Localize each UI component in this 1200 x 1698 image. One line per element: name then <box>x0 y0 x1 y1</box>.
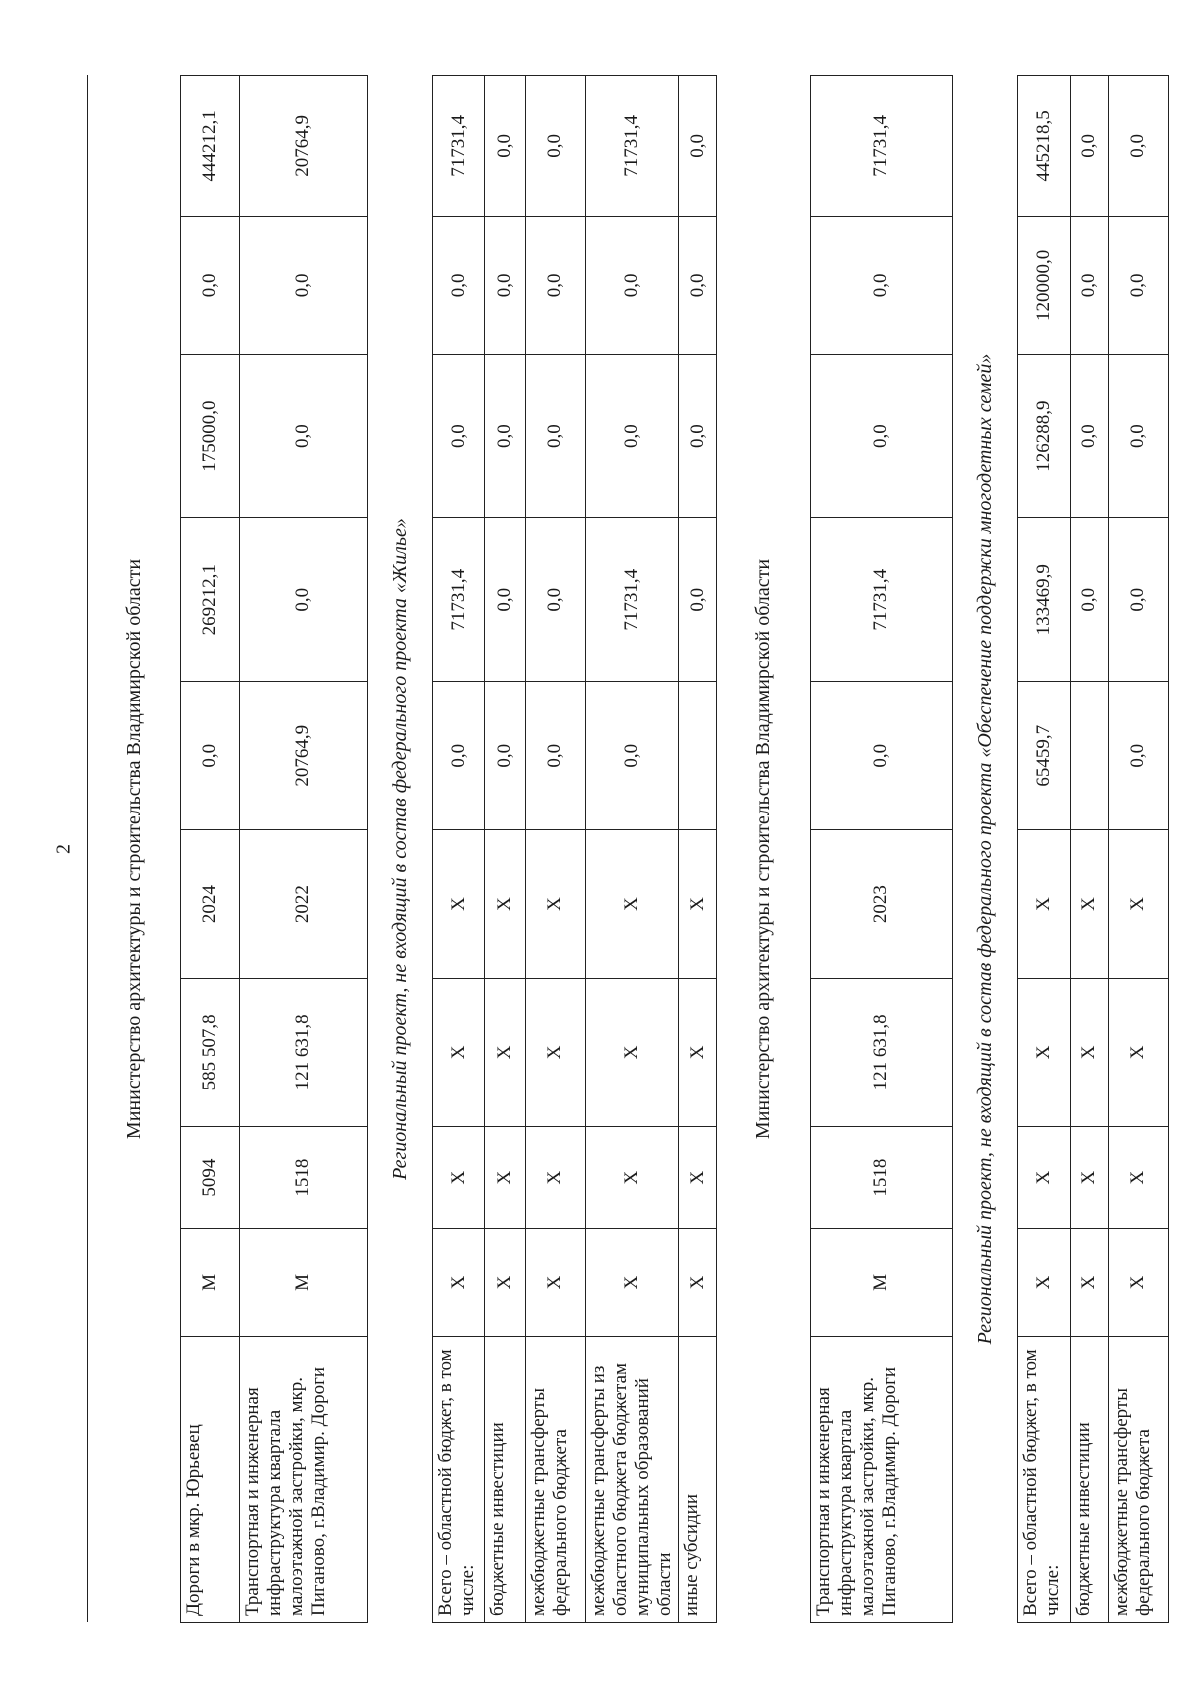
project-header-row <box>368 76 433 1623</box>
value-cell: Х <box>1108 1127 1168 1229</box>
value-cell: 0,0 <box>810 216 953 354</box>
value-cell: 0,0 <box>1108 682 1168 830</box>
value-cell: 0,0 <box>1070 518 1108 682</box>
value-cell: Х <box>679 830 717 978</box>
table-row <box>433 76 485 1623</box>
value-cell: 269212,1 <box>181 518 239 682</box>
value-cell: 0,0 <box>1108 354 1168 518</box>
value-cell: 121 631,8 <box>810 978 953 1126</box>
row-label-cell: Всего – областной бюджет, в том числе: <box>433 1336 485 1622</box>
value-cell: Х <box>485 1229 525 1336</box>
value-cell: Х <box>433 978 485 1126</box>
value-cell: 0,0 <box>525 216 585 354</box>
value-cell: М <box>810 1229 953 1336</box>
value-cell: 71731,4 <box>433 76 485 217</box>
row-label-cell: Дороги в мкр. Юрьевец <box>181 1336 239 1622</box>
value-cell: 133469,9 <box>1018 518 1070 682</box>
value-cell: Х <box>1018 830 1070 978</box>
page-number: 2 <box>52 844 75 854</box>
value-cell: Х <box>525 830 585 978</box>
value-cell: 0,0 <box>239 216 367 354</box>
value-cell: Х <box>1070 1229 1108 1336</box>
row-label-cell: бюджетные инвестиции <box>1070 1336 1108 1622</box>
value-cell: 0,0 <box>679 216 717 354</box>
table-row <box>585 76 678 1623</box>
value-cell: 0,0 <box>525 518 585 682</box>
value-cell: Х <box>585 978 678 1126</box>
value-cell: 0,0 <box>433 682 485 830</box>
value-cell: Х <box>525 1127 585 1229</box>
value-cell: 0,0 <box>585 354 678 518</box>
value-cell: Х <box>525 978 585 1126</box>
value-cell: 0,0 <box>679 354 717 518</box>
table-row <box>1108 76 1168 1623</box>
table-row <box>485 76 525 1623</box>
table-row <box>239 76 367 1623</box>
value-cell: 0,0 <box>1070 216 1108 354</box>
value-cell: 0,0 <box>181 216 239 354</box>
row-label-cell: межбюджетные трансферты федерального бюджета <box>1108 1336 1168 1622</box>
value-cell: 175000,0 <box>181 354 239 518</box>
row-label-cell: Транспортная и инженерная инфраструктура квартала малоэтажной застройки, мкр. Пиганово, г.Владимир. Дороги <box>810 1336 953 1622</box>
table-body <box>88 76 1169 1623</box>
table-row <box>679 76 717 1623</box>
table-row <box>181 76 239 1623</box>
value-cell: 0,0 <box>525 682 585 830</box>
project-title: Региональный проект, не входящий в состав федерального проекта «Обеспечение поддержки многодетных семей» <box>953 76 1018 1623</box>
ministry-header-row <box>717 76 810 1623</box>
value-cell: 0,0 <box>1108 76 1168 217</box>
value-cell: 1518 <box>239 1127 367 1229</box>
value-cell: 120000,0 <box>1018 216 1070 354</box>
value-cell: Х <box>1108 1229 1168 1336</box>
value-cell: 20764,9 <box>239 76 367 217</box>
value-cell: 121 631,8 <box>239 978 367 1126</box>
ministry-header-row <box>88 76 181 1623</box>
document-frame <box>87 75 1169 1623</box>
ministry-title: Министерство архитектуры и строительства Владимирской области <box>88 76 181 1623</box>
value-cell <box>679 682 717 830</box>
value-cell: 71731,4 <box>585 76 678 217</box>
value-cell: Х <box>485 830 525 978</box>
value-cell: Х <box>1070 978 1108 1126</box>
value-cell: 0,0 <box>1070 354 1108 518</box>
value-cell: Х <box>1108 830 1168 978</box>
value-cell: 0,0 <box>485 354 525 518</box>
value-cell: 0,0 <box>485 682 525 830</box>
value-cell: 0,0 <box>679 518 717 682</box>
row-label-cell: межбюджетные трансферты из областного бюджета бюджетам муниципальных образований области <box>585 1336 678 1622</box>
row-label-cell: иные субсидии <box>679 1336 717 1622</box>
value-cell: Х <box>585 830 678 978</box>
value-cell: Х <box>485 1127 525 1229</box>
investment-table <box>87 75 1169 1623</box>
value-cell: 0,0 <box>239 354 367 518</box>
value-cell: 0,0 <box>810 354 953 518</box>
row-label-cell: Транспортная и инженерная инфраструктура квартала малоэтажной застройки, мкр. Пиганово, г.Владимир. Дороги <box>239 1336 367 1622</box>
value-cell: 71731,4 <box>433 518 485 682</box>
value-cell: 5094 <box>181 1127 239 1229</box>
value-cell: 126288,9 <box>1018 354 1070 518</box>
value-cell: Х <box>1070 830 1108 978</box>
value-cell: 0,0 <box>525 76 585 217</box>
value-cell: Х <box>485 978 525 1126</box>
ministry-title: Министерство архитектуры и строительства Владимирской области <box>717 76 810 1623</box>
table-row <box>1070 76 1108 1623</box>
value-cell: 0,0 <box>181 682 239 830</box>
value-cell: Х <box>433 1127 485 1229</box>
value-cell: 0,0 <box>1108 518 1168 682</box>
value-cell: Х <box>585 1127 678 1229</box>
value-cell: 444212,1 <box>181 76 239 217</box>
value-cell: Х <box>1018 1229 1070 1336</box>
value-cell: 0,0 <box>433 216 485 354</box>
value-cell: 1518 <box>810 1127 953 1229</box>
table-row <box>525 76 585 1623</box>
row-label-cell: Всего – областной бюджет, в том числе: <box>1018 1336 1070 1622</box>
value-cell: 20764,9 <box>239 682 367 830</box>
value-cell: 0,0 <box>433 354 485 518</box>
value-cell: 65459,7 <box>1018 682 1070 830</box>
value-cell: Х <box>525 1229 585 1336</box>
value-cell: Х <box>1018 1127 1070 1229</box>
value-cell: 71731,4 <box>810 518 953 682</box>
value-cell: 71731,4 <box>810 76 953 217</box>
value-cell: 0,0 <box>810 682 953 830</box>
value-cell <box>1070 682 1108 830</box>
value-cell: Х <box>679 1127 717 1229</box>
value-cell: 0,0 <box>1070 76 1108 217</box>
value-cell: 0,0 <box>679 76 717 217</box>
row-label-cell: бюджетные инвестиции <box>485 1336 525 1622</box>
value-cell: 0,0 <box>585 216 678 354</box>
table-row <box>810 76 953 1623</box>
value-cell: Х <box>1070 1127 1108 1229</box>
value-cell: 2023 <box>810 830 953 978</box>
value-cell: 2024 <box>181 830 239 978</box>
project-title: Региональный проект, не входящий в состав федерального проекта «Жилье» <box>368 76 433 1623</box>
project-header-row <box>953 76 1018 1623</box>
value-cell: Х <box>679 1229 717 1336</box>
value-cell: Х <box>433 1229 485 1336</box>
value-cell: 0,0 <box>485 518 525 682</box>
value-cell: 0,0 <box>485 216 525 354</box>
value-cell: 0,0 <box>485 76 525 217</box>
value-cell: 0,0 <box>239 518 367 682</box>
value-cell: 2022 <box>239 830 367 978</box>
value-cell: Х <box>585 1229 678 1336</box>
value-cell: М <box>239 1229 367 1336</box>
value-cell: Х <box>679 978 717 1126</box>
value-cell: Х <box>433 830 485 978</box>
table-row <box>1018 76 1070 1623</box>
value-cell: М <box>181 1229 239 1336</box>
value-cell: 0,0 <box>1108 216 1168 354</box>
value-cell: Х <box>1108 978 1168 1126</box>
value-cell: 445218,5 <box>1018 76 1070 217</box>
row-label-cell: межбюджетные трансферты федерального бюджета <box>525 1336 585 1622</box>
value-cell: 0,0 <box>585 682 678 830</box>
value-cell: 585 507,8 <box>181 978 239 1126</box>
value-cell: 71731,4 <box>585 518 678 682</box>
value-cell: Х <box>1018 978 1070 1126</box>
value-cell: 0,0 <box>525 354 585 518</box>
